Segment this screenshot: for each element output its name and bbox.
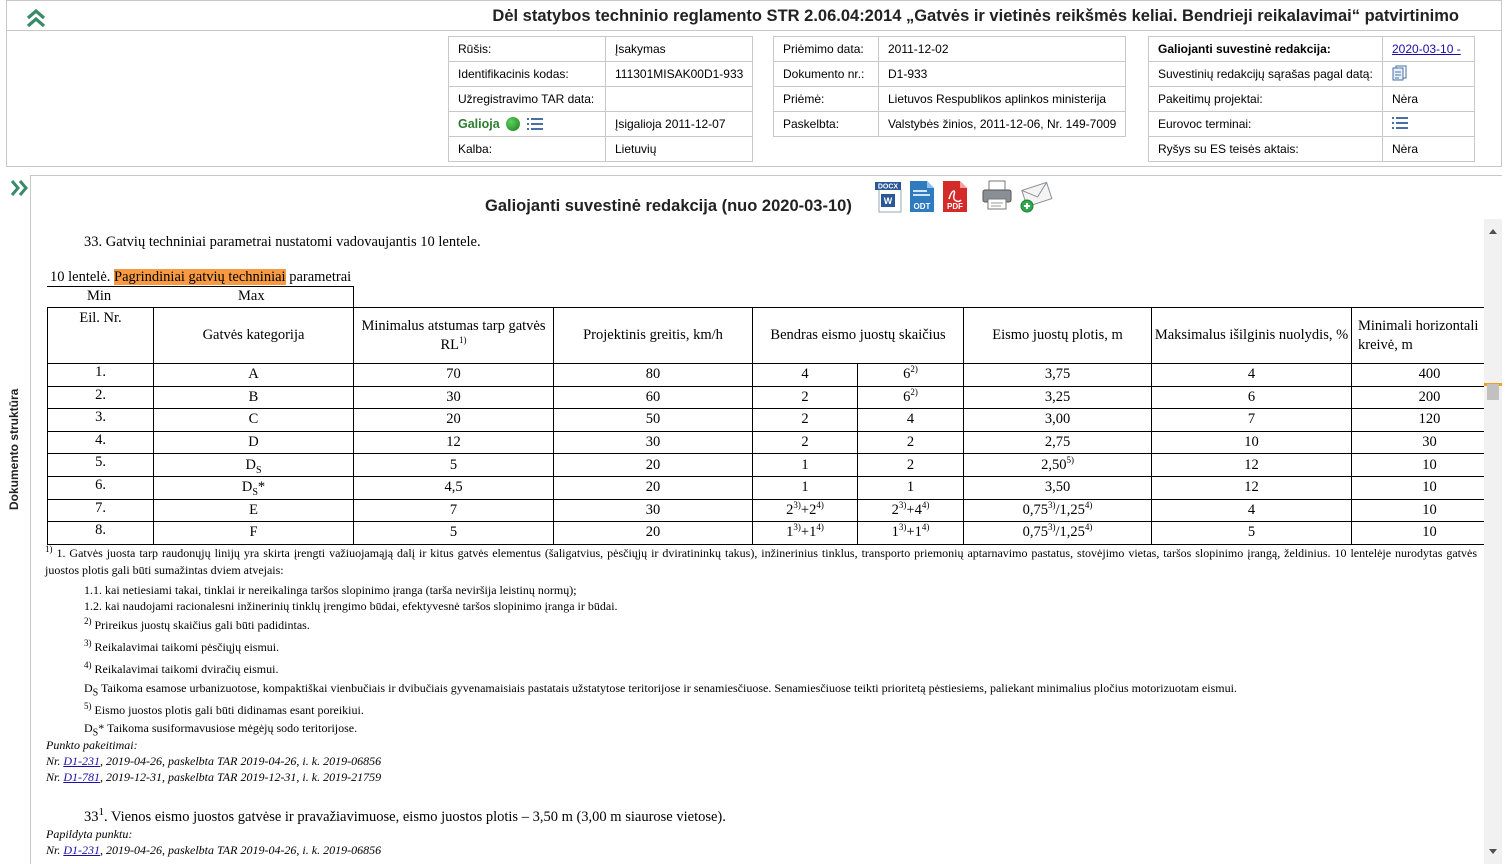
cell-width (964, 499, 1152, 522)
row-slope: 4 (1247, 366, 1256, 383)
row-lanes-max: 1 (891, 524, 899, 541)
cell-distance (354, 476, 554, 499)
row-speed: 50 (645, 411, 661, 428)
odt-label: ODT (913, 202, 931, 211)
row-lanes-min-sup: 3) (793, 499, 801, 510)
table-caption (50, 269, 351, 286)
cell-nr (48, 386, 154, 409)
row-category: E (249, 501, 258, 518)
cell-width (964, 431, 1152, 454)
row-distance: 5 (449, 456, 458, 473)
row-nr: 6. (95, 476, 106, 493)
header-width: Eismo juostų plotis, m (964, 308, 1152, 364)
meta-value (1383, 37, 1475, 62)
cell-category (154, 454, 354, 477)
cell-curve (1352, 409, 1484, 432)
cell-nr (48, 522, 154, 545)
row-width-extra: /1,25 (1055, 501, 1085, 518)
document-structure-rail (6, 175, 31, 864)
table-row (48, 386, 1485, 409)
meta-label: Užregistravimo TAR data: (449, 87, 606, 112)
footnote-ds-sub: S (92, 687, 99, 699)
email-icon[interactable] (1019, 179, 1055, 213)
row-lanes-max: 6 (903, 366, 911, 383)
cell-nr (48, 476, 154, 499)
table-row (48, 499, 1485, 522)
cell-slope (1152, 476, 1352, 499)
cell-lanes-min (753, 522, 858, 545)
title-bar (6, 0, 1502, 31)
meta-label: Dokumento nr.: (774, 62, 879, 87)
cell-width (964, 409, 1152, 432)
cell-curve (1352, 454, 1484, 477)
change-2-prefix: Nr. (46, 770, 64, 784)
footnote-ds-star-sub: S (92, 727, 99, 739)
row-curve: 10 (1422, 524, 1437, 541)
header-nr: Eil. Nr. (48, 308, 154, 364)
row-width-sup: 5) (1066, 454, 1074, 465)
row-slope: 5 (1247, 524, 1256, 541)
row-distance: 12 (446, 433, 461, 450)
footnote-4-text: Reikalavimai taikomi dviračių eismui. (91, 662, 279, 676)
cell-width (964, 476, 1152, 499)
row-width-sup: 3) (1048, 522, 1056, 533)
cell-lanes-min (753, 476, 858, 499)
row-lanes-max: 2 (891, 501, 899, 518)
paragraph-33-1-num: 33 (84, 809, 99, 825)
row-width-sup: 3) (1048, 499, 1056, 510)
table-row (48, 476, 1485, 499)
footnote-ds-text: Taikoma esamose urbanizuotose, kompaktiškai vienbučiais ir dvibučiais gyvenamaisiais pastatais užstatytose teritorijose ir senamiesčiuose. Senamiesčiuose teikti prioritetą pėstiesiems, paliekant minimalius pločius motorizuotam eismui. (98, 681, 1237, 695)
content-header (31, 175, 1502, 219)
cell-slope (1152, 386, 1352, 409)
row-nr: 5. (95, 454, 106, 471)
change-1-suffix: , 2019-04-26, paskelbta TAR 2019-04-26, i. k. 2019-06856 (100, 754, 382, 768)
row-category: B (248, 388, 259, 405)
status-cell (449, 112, 606, 137)
cell-lanes-max (858, 409, 964, 432)
document-structure-label[interactable]: Dokumento struktūra (7, 388, 21, 510)
row-category: D (248, 433, 259, 450)
row-nr: 7. (95, 499, 106, 516)
row-curve: 400 (1418, 366, 1441, 383)
cell-speed (554, 386, 753, 409)
meta-value: 111301MISAK00D1-933 (606, 62, 753, 87)
row-curve: 120 (1418, 411, 1441, 428)
row-lanes-min: 2 (801, 411, 809, 428)
row-speed: 20 (645, 524, 661, 541)
cell-slope (1152, 522, 1352, 545)
cell-curve (1352, 499, 1484, 522)
cell-distance (354, 386, 554, 409)
row-lanes-max-sup: 3) (898, 522, 907, 533)
meta-label: Suvestinių redakcijų sąrašas pagal datą: (1149, 62, 1383, 87)
cell-distance (354, 499, 554, 522)
table-row (48, 431, 1485, 454)
download-pdf-icon[interactable] (941, 179, 969, 213)
status-valid-icon (506, 117, 520, 131)
footnote-1-2: 1.2. kai naudojami racionalesni inžinerinių tinklų įrengimo būdai, efektyvesnė taršos slopinimo įranga ir būdai. (84, 599, 618, 613)
row-width: 2,50 (1041, 456, 1067, 473)
header-distance-sup: 1) (459, 334, 467, 345)
row-lanes-max-extra-sup: 4) (921, 522, 930, 533)
meta-value (1383, 62, 1475, 87)
cell-lanes-min (753, 431, 858, 454)
status-valid-label: Galioja (458, 116, 500, 131)
cell-slope (1152, 409, 1352, 432)
row-width: 3,75 (1044, 366, 1071, 383)
header-curve: Minimali horizontali kreivė, m (1352, 308, 1484, 364)
paragraph-33-1-text: . Vienos eismo juostos gatvėse ir pravažiavimuose, eismo juostos plotis – 3,50 m (3,00 m siaurose vietose). (104, 809, 726, 825)
cell-lanes-max (858, 431, 964, 454)
changes-label: Punkto pakeitimai: (46, 738, 138, 752)
cell-category (154, 476, 354, 499)
cell-nr (48, 409, 154, 432)
row-distance: 7 (449, 501, 458, 518)
meta-label: Galiojanti suvestinė redakcija: (1149, 37, 1383, 62)
row-lanes-min: 2 (801, 433, 809, 450)
cell-speed (554, 409, 753, 432)
row-curve: 10 (1422, 456, 1437, 473)
change-2-suffix: , 2019-12-31, paskelbta TAR 2019-12-31, i. k. 2019-21759 (100, 770, 382, 784)
street-parameters-table (47, 307, 1484, 545)
meta-value: Valstybės žinios, 2011-12-06, Nr. 149-7009 (879, 112, 1126, 137)
row-lanes-max-sup: 2) (910, 386, 918, 397)
row-width: 0,75 (1022, 524, 1048, 541)
row-lanes-min-extra: +1 (800, 524, 817, 541)
row-category: D (241, 479, 253, 496)
cell-distance (354, 431, 554, 454)
header-speed: Projektinis greitis, km/h (554, 308, 753, 364)
row-category: D (245, 456, 256, 473)
meta-value: D1-933 (879, 62, 1126, 87)
row-lanes-max-extra-sup: 4) (921, 499, 930, 510)
meta-label: Eurovoc terminai: (1149, 112, 1383, 137)
footnote-2-sup: 2) (84, 616, 92, 626)
row-curve: 10 (1422, 501, 1437, 518)
row-distance: 20 (446, 411, 461, 428)
row-category-sub: S (255, 464, 262, 476)
row-lanes-min: 4 (801, 366, 809, 383)
cell-width (964, 522, 1152, 545)
content-title: Galiojanti suvestinė redakcija (nuo 2020-03-10) (485, 197, 852, 215)
scroll-up-arrow-icon[interactable] (1489, 229, 1497, 234)
change-entry-1 (46, 754, 381, 769)
list-icon[interactable] (527, 117, 543, 131)
print-icon[interactable] (981, 180, 1013, 210)
cell-speed (554, 476, 753, 499)
cell-category (154, 409, 354, 432)
meta-label: Rūšis: (449, 37, 606, 62)
metadata-table-1 (448, 36, 753, 162)
table-row (48, 522, 1485, 545)
expand-right-icon[interactable] (9, 178, 29, 198)
cell-lanes-max (858, 522, 964, 545)
row-nr: 3. (95, 409, 106, 426)
change-3-link[interactable]: D1-231 (63, 843, 101, 857)
min-label: Min (87, 288, 112, 304)
meta-value: Lietuvos Respublikos aplinkos ministerija (879, 87, 1126, 112)
meta-label: Identifikacinis kodas: (449, 62, 606, 87)
meta-label: Ryšys su ES teisės aktais: (1149, 137, 1383, 162)
cell-nr (48, 364, 154, 387)
header-distance-text: Minimalus atstumas tarp gatvės RL (361, 317, 546, 353)
row-distance: 4,5 (444, 479, 463, 496)
row-width-extra-sup: 4) (1084, 499, 1093, 510)
eurovoc-list-icon[interactable] (1392, 116, 1408, 130)
document-metadata (6, 31, 1502, 167)
row-speed: 30 (645, 433, 661, 450)
cell-speed (554, 431, 753, 454)
table-row (48, 364, 1485, 387)
cell-nr (48, 499, 154, 522)
cell-lanes-max (858, 386, 964, 409)
cell-speed (554, 522, 753, 545)
table-row (48, 454, 1485, 477)
metadata-table-3 (1148, 36, 1475, 162)
row-lanes-min: 1 (786, 524, 794, 541)
cell-category (154, 431, 354, 454)
max-label: Max (238, 288, 265, 304)
footnote-1 (45, 545, 1477, 579)
change-1-link[interactable]: D1-231 (63, 754, 101, 768)
cell-slope (1152, 431, 1352, 454)
row-lanes-min: 1 (801, 456, 809, 473)
row-slope: 4 (1247, 501, 1256, 518)
row-distance: 30 (446, 388, 461, 405)
row-slope: 12 (1244, 456, 1259, 473)
cell-width (964, 454, 1152, 477)
caption-prefix: 10 lentelė. (50, 269, 115, 285)
cell-lanes-max (858, 476, 964, 499)
cell-lanes-max (858, 364, 964, 387)
cell-lanes-max (858, 499, 964, 522)
footnote-3 (84, 640, 279, 655)
footnote-5-sup: 5) (84, 701, 92, 711)
meta-value (1383, 112, 1475, 137)
docx-label: DOCX (877, 183, 899, 191)
footnote-5-text: Eismo juostos plotis gali būti didinamas esant poreikiui. (91, 703, 364, 717)
row-category-sub: S (252, 487, 258, 499)
row-nr: 2. (95, 386, 106, 403)
footnote-ds-star (84, 721, 358, 739)
paragraph-33-1 (84, 806, 726, 826)
row-width-extra-sup: 4) (1084, 522, 1093, 533)
row-lanes-min: 2 (801, 388, 809, 405)
footnote-4-sup: 4) (84, 660, 92, 670)
change-1-prefix: Nr. (46, 754, 64, 768)
footnote-4 (84, 662, 278, 677)
cell-slope (1152, 454, 1352, 477)
table-header-row (48, 308, 1485, 364)
cell-slope (1152, 499, 1352, 522)
row-lanes-min: 2 (786, 501, 794, 518)
row-width: 2,75 (1044, 433, 1071, 450)
row-nr: 1. (95, 364, 106, 380)
meta-value: 2011-12-02 (879, 37, 1126, 62)
row-slope: 6 (1247, 388, 1256, 405)
cell-curve (1352, 386, 1484, 409)
cell-slope (1152, 364, 1352, 387)
row-nr: 8. (95, 522, 106, 539)
row-lanes-max: 4 (906, 411, 915, 428)
added-label: Papildyta punktu: (46, 827, 133, 841)
footnote-3-text: Reikalavimai taikomi pėsčiųjų eismui. (91, 640, 280, 654)
cell-width (964, 364, 1152, 387)
pdf-label: PDF (947, 202, 963, 211)
row-lanes-max-extra: +4 (906, 501, 922, 518)
row-lanes-min-extra-sup: 4) (816, 522, 824, 533)
row-speed: 30 (645, 501, 661, 518)
cell-curve (1352, 364, 1484, 387)
row-category: F (249, 524, 258, 541)
row-speed: 80 (645, 366, 661, 383)
header-lanes: Bendras eismo juostų skaičius (753, 308, 964, 364)
footnote-ds-letter: D (84, 681, 93, 695)
document-scrollbar[interactable] (1484, 219, 1502, 864)
table-row (48, 409, 1485, 432)
cell-distance (354, 409, 554, 432)
caption-suffix: parametrai (285, 269, 352, 285)
cell-nr (48, 454, 154, 477)
change-2-link[interactable]: D1-781 (63, 770, 101, 784)
cell-lanes-min (753, 499, 858, 522)
row-lanes-max-extra: +1 (906, 524, 922, 541)
cell-lanes-min (753, 454, 858, 477)
cell-category (154, 499, 354, 522)
cell-lanes-min (753, 409, 858, 432)
cell-category (154, 386, 354, 409)
cell-speed (554, 364, 753, 387)
header-distance (354, 308, 554, 364)
cell-lanes-max (858, 454, 964, 477)
row-width: 3,00 (1044, 411, 1071, 428)
change-entry-3 (46, 843, 381, 858)
footnote-2-text: Prireikus juostų skaičius gali būti padidintas. (91, 618, 310, 632)
meta-label: Kalba: (449, 137, 606, 162)
meta-value: Nėra (1383, 137, 1475, 162)
svg-text:W: W (883, 196, 893, 206)
meta-label: Pakeitimų projektai: (1149, 87, 1383, 112)
row-lanes-min-extra-sup: 4) (816, 499, 824, 510)
document-title: Dėl statybos techninio reglamento STR 2.06.04:2014 „Gatvės ir vietinės reikšmės keliai. Bendrieji reikalavimai“ patvirtinimo (492, 7, 1459, 25)
footnote-2 (84, 618, 310, 633)
footnote-3-sup: 3) (84, 638, 92, 648)
download-odt-icon[interactable] (908, 179, 936, 213)
cell-curve (1352, 431, 1484, 454)
meta-label: Priėmimo data: (774, 37, 879, 62)
row-curve: 200 (1418, 388, 1441, 405)
document-body (31, 219, 1484, 864)
row-width-extra: /1,25 (1055, 524, 1085, 541)
cell-curve (1352, 476, 1484, 499)
download-docx-icon[interactable] (875, 181, 903, 213)
row-speed: 20 (645, 479, 661, 496)
row-distance: 5 (449, 524, 458, 541)
meta-value: Lietuvių (606, 137, 753, 162)
row-width: 3,25 (1044, 388, 1071, 405)
row-lanes-max-sup: 3) (898, 499, 907, 510)
row-curve: 10 (1422, 479, 1437, 496)
row-width: 0,75 (1022, 501, 1048, 518)
row-category: A (248, 366, 259, 383)
meta-label: Paskelbta: (774, 112, 879, 137)
row-lanes-max: 1 (906, 479, 915, 496)
cell-category (154, 364, 354, 387)
consolidated-version-link[interactable]: 2020-03-10 - (1392, 42, 1461, 56)
collapse-up-icon[interactable] (25, 8, 47, 28)
row-distance: 70 (446, 366, 461, 383)
row-lanes-max-sup: 2) (910, 364, 918, 375)
meta-value: Nėra (1383, 87, 1475, 112)
footnote-5 (84, 703, 364, 718)
change-3-prefix: Nr. (46, 843, 64, 857)
cell-distance (354, 364, 554, 387)
header-category: Gatvės kategorija (154, 308, 354, 364)
change-3-suffix: , 2019-04-26, paskelbta TAR 2019-04-26, i. k. 2019-06856 (100, 843, 382, 857)
row-category-post: * (257, 479, 266, 496)
row-category: C (248, 411, 259, 428)
row-lanes-min-extra: +2 (800, 501, 817, 518)
paragraph-33-1-sup: 1 (98, 806, 104, 819)
cell-lanes-min (753, 364, 858, 387)
cell-speed (554, 454, 753, 477)
row-curve: 30 (1422, 433, 1437, 450)
row-width: 3,50 (1044, 479, 1071, 496)
row-slope: 7 (1247, 411, 1256, 428)
paragraph-33: 33. Gatvių techniniai parametrai nustatomi vadovaujantis 10 lentele. (84, 234, 481, 250)
scroll-down-arrow-icon[interactable] (1489, 849, 1497, 854)
cell-distance (354, 522, 554, 545)
cell-distance (354, 454, 554, 477)
row-slope: 12 (1244, 479, 1259, 496)
row-lanes-min-sup: 3) (793, 522, 801, 533)
metadata-table-2 (773, 36, 1126, 137)
cell-nr (48, 431, 154, 454)
footnote-ds (84, 681, 1237, 699)
header-slope: Maksimalus išilginis nuolydis, % (1152, 308, 1352, 364)
cell-category (154, 522, 354, 545)
cell-speed (554, 499, 753, 522)
row-lanes-max: 2 (906, 456, 915, 473)
row-speed: 60 (645, 388, 661, 405)
footnote-ds-star-text: * Taikoma susiformavusiose mėgėjų sodo teritorijose. (98, 721, 358, 735)
meta-label: Priėmė: (774, 87, 879, 112)
row-lanes-min: 1 (801, 479, 809, 496)
scroll-thumb[interactable] (1487, 384, 1499, 400)
row-nr: 4. (95, 431, 106, 448)
cell-lanes-min (753, 386, 858, 409)
row-slope: 10 (1244, 433, 1259, 450)
meta-value: Įsakymas (606, 37, 753, 62)
row-speed: 20 (645, 456, 661, 473)
footnote-ds-star-letter: D (84, 721, 93, 735)
row-lanes-max: 6 (903, 388, 911, 405)
meta-value: Įsigalioja 2011-12-07 (606, 112, 753, 137)
footnote-1-text: 1. Gatvės juosta tarp raudonųjų linijų yra skirta įrengti važiuojamąją dalį ir kitus gatvės elementus (šaligatvius, pėsčiųjų ir dviratininkų takus), inžinerinius tinklus, transporto priemonių aptarnavimo pastatus, stovėjimo vietas, taršos slopinimo įrangą, želdinius. 10 lentelėje nurodytas gatvės juostos plotis gali būti sumažintas dviem atvejais: (45, 546, 1477, 577)
footnote-1-sup: 1) (45, 544, 53, 554)
change-entry-2 (46, 770, 381, 785)
meta-value (606, 87, 753, 112)
versions-list-icon[interactable] (1392, 65, 1408, 81)
search-highlight: Pagrindiniai gatvių techniniai (114, 269, 286, 285)
footnote-1-1: 1.1. kai netiesiami takai, tinklai ir nereikalinga taršos slopinimo įranga (tarša neviršija leistinų normų); (84, 583, 577, 597)
row-lanes-max: 2 (906, 433, 915, 450)
cell-curve (1352, 522, 1484, 545)
cell-width (964, 386, 1152, 409)
